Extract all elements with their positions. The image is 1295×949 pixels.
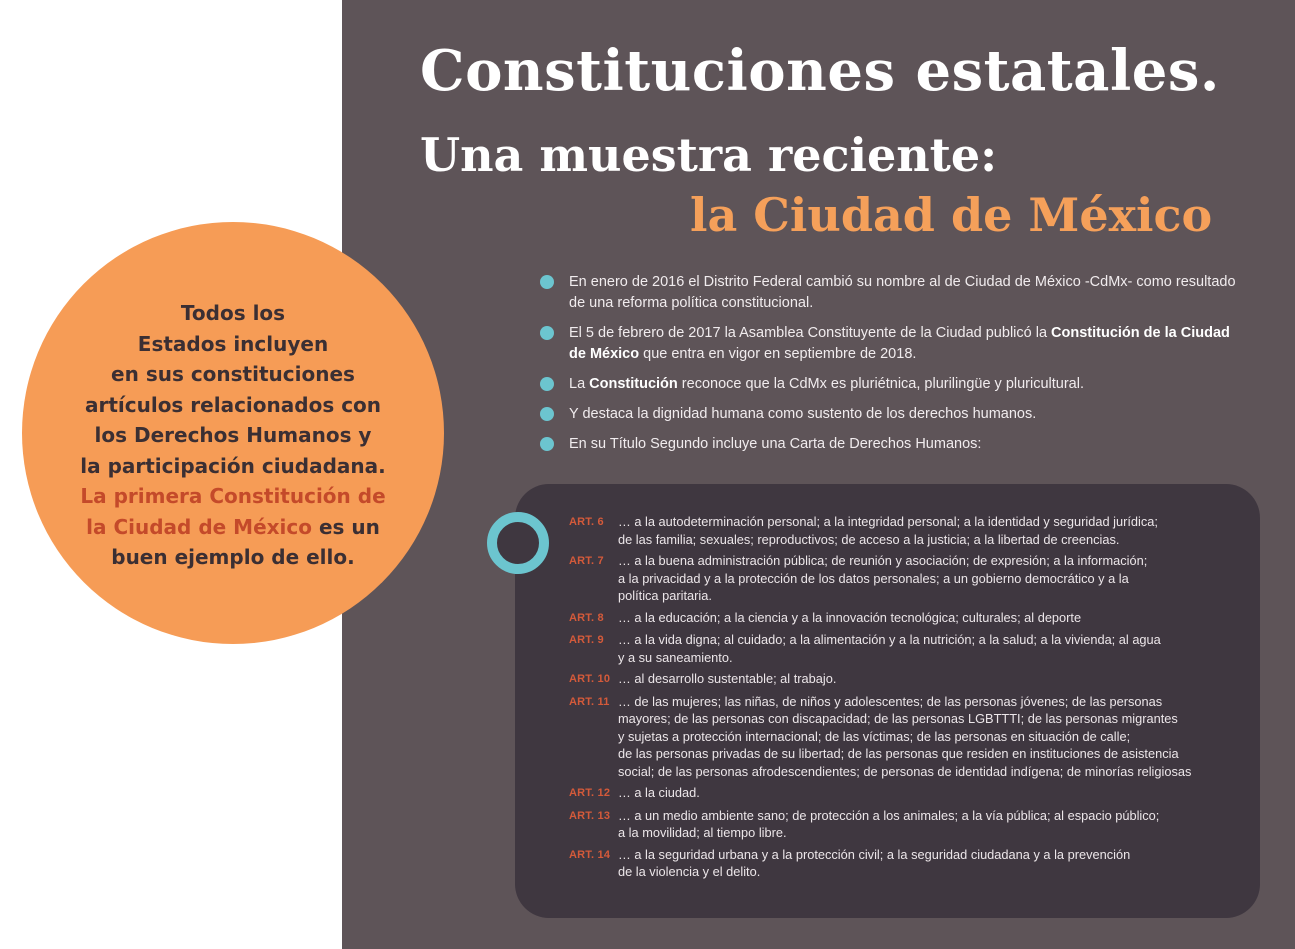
circle-text (62, 298, 404, 573)
article-text: … al desarrollo sustentable; al trabajo. (618, 671, 837, 686)
article-text: … a la seguridad urbana y a la protección civil; a la seguridad ciudadana y a la prevención de la violencia y el delito. (618, 846, 1131, 879)
article-label: ART. 14 (569, 848, 611, 861)
article-row (569, 513, 1249, 548)
article-list (569, 513, 1249, 885)
article-text: … a la ciudad. (618, 785, 700, 800)
article-label: ART. 12 (569, 787, 611, 799)
title-line-2: Una muestra reciente: (420, 128, 998, 182)
article-label: ART. 6 (569, 516, 604, 528)
bullet-dot-icon (540, 407, 554, 421)
article-label: ART. 9 (569, 634, 604, 646)
bullet-bold: Constitución (589, 376, 678, 392)
bullet-dot-icon (540, 326, 554, 340)
bullet-bold: Constitución de la Ciudad de México (569, 325, 1230, 362)
article-row (569, 609, 1249, 628)
article-label: ART. 10 (569, 673, 611, 685)
article-text: … a la vida digna; al cuidado; a la alimentación y a la nutrición; a la salud; a la vivienda; al agua y a su saneamiento. (618, 632, 1161, 665)
article-label: ART. 7 (569, 555, 604, 567)
circle-text-highlight: La primera Constitución de la Ciudad de México (80, 484, 386, 539)
bullet-item (540, 374, 1240, 395)
article-row (569, 846, 1249, 881)
bullet-text-post: que entra en vigor en septiembre de 2018. (639, 346, 917, 362)
article-row (569, 670, 1249, 689)
bullet-item (540, 272, 1240, 314)
ring-icon (487, 512, 549, 574)
article-row (569, 693, 1249, 781)
bullet-text: El 5 de febrero de 2017 la Asamblea Constituyente de la Ciudad publicó la (569, 325, 1052, 341)
article-text: … a la educación; a la ciencia y a la innovación tecnológica; culturales; al deporte (618, 609, 1082, 625)
article-text: … a la buena administración pública; de reunión y asociación; de expresión; a la información; a la privacidad y a la protección de los datos personales; a un gobierno democrático y a la política paritaria. (618, 553, 1148, 603)
bullet-item (540, 404, 1240, 425)
bullet-dot-icon (540, 437, 554, 451)
article-row (569, 807, 1249, 842)
article-text: … a un medio ambiente sano; de protección a los animales; a la vía pública; al espacio público; a la movilidad; al tiempo libre. (618, 807, 1160, 840)
article-label: ART. 8 (569, 611, 604, 624)
title-line-3: la Ciudad de México (690, 188, 1213, 242)
bullet-text: Y destaca la dignidad humana como sustento de los derechos humanos. (569, 406, 1037, 422)
bullet-text: La (569, 376, 590, 392)
bullet-text-post: reconoce que la CdMx es pluriétnica, plurilingüe y pluricultural. (677, 376, 1084, 392)
bullet-text: En enero de 2016 el Distrito Federal cambió su nombre al de Ciudad de México -CdMx- como resultado de una reforma política constitucional. (569, 274, 1236, 311)
circle-text-part-2: es un buen ejemplo de ello. (111, 514, 380, 569)
article-row (569, 631, 1249, 666)
title-line-1: Constituciones estatales. (420, 38, 1220, 104)
bullet-item (540, 323, 1240, 365)
article-label: ART. 13 (569, 809, 611, 822)
article-text: … a la autodeterminación personal; a la integridad personal; a la identidad y seguridad jurídica; de las familia; sexuales; reproductivos; de acceso a la justicia; a la libertad de creencias. (618, 514, 1158, 547)
article-text: … de las mujeres; las niñas, de niños y adolescentes; de las personas jóvenes; de las personas mayores; de las personas con discapacidad; de las personas LGBTTTI; de las personas migrantes y sujetas a protección internacional; de las víctimas; de las personas en situación de calle; de las personas privadas de su libertad; de las personas que residen en instituciones de asistencia social; de las personas afrodescendientes; de personas de identidad indígena; de minorías religiosas (618, 693, 1192, 779)
bullet-item (540, 434, 1240, 455)
article-row (569, 552, 1249, 605)
bullet-dot-icon (540, 275, 554, 289)
article-label: ART. 11 (569, 695, 610, 708)
bullet-dot-icon (540, 377, 554, 391)
circle-text-part-1: Todos los Estados incluyen en sus constituciones artículos relacionados con los Derechos Humanos y la participación ciudadana. (80, 301, 386, 478)
article-row (569, 784, 1249, 803)
bullet-list (540, 272, 1240, 464)
bullet-text: En su Título Segundo incluye una Carta de Derechos Humanos: (569, 436, 982, 452)
